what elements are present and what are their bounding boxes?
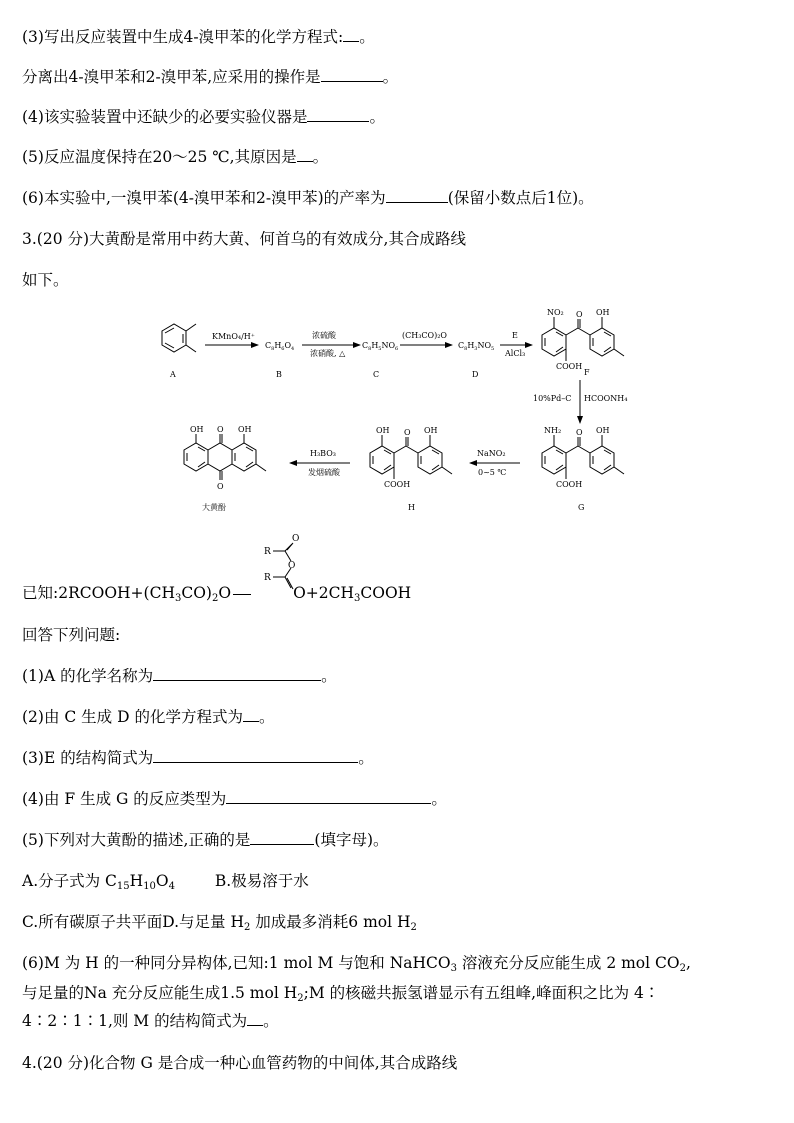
reagent-5-left: 10%Pd–C (533, 394, 572, 403)
group-oh-g: OH (596, 426, 610, 435)
label-product: 大黄酚 (202, 503, 226, 512)
p3-q6-line2: 与足量的Na 充分反应能生成1.5 mol $H_2;M$ 的核磁共振氢谱显示有五组峰,峰面积之比为 4∶ (22, 984, 660, 1004)
reagent-7-top: H₃BO₃ (310, 449, 336, 458)
formula-d: $C_8H_3NO_5$ (458, 341, 495, 352)
q2-part6: (6)本实验中,一溴甲苯(4-溴甲苯和2-溴甲苯)的产率为 (保留小数点后1位)。 (22, 189, 594, 207)
reagent-5-right: HCOONH₄ (584, 394, 628, 403)
label-c: C (373, 370, 380, 379)
option-d: D.与足量 $H_2$ 加成最多消耗6 mol $H_2$ (162, 913, 417, 933)
problem3-intro: 3.(20 分)大黄酚是常用中药大黄、何首乌的有效成分,其合成路线 (22, 230, 466, 248)
compound-h-structure (370, 435, 452, 479)
q2-part4: (4)该实验装置中还缺少的必要实验仪器是 。 (22, 108, 385, 126)
reagent-4-bottom: AlCl₃ (505, 349, 526, 358)
answer-blank[interactable] (297, 147, 313, 162)
formula-b: $C_8H_6O_4$ (265, 341, 295, 352)
label-b: B (276, 370, 282, 379)
answer-blank[interactable] (386, 188, 448, 203)
answer-blank[interactable] (226, 789, 431, 804)
reagent-1: KMnO₄/H⁺ (212, 332, 255, 341)
p3-q2: (2)由 C 生成 D 的化学方程式为 。 (22, 708, 275, 726)
option-a: A.分子式为 $C_{15}H_{10}O_4$ (22, 872, 176, 892)
q2-part3b: 分离出4-溴甲苯和2-溴甲苯,应采用的操作是 。 (22, 68, 399, 86)
group-o-p1: O (217, 425, 224, 434)
reagent-6-bottom: 0~5 ℃ (478, 468, 507, 477)
p3-q5: (5)下列对大黄酚的描述,正确的是 (填字母)。 (22, 831, 389, 849)
compound-a-structure (162, 324, 196, 352)
problem3-intro-cont: 如下。 (22, 271, 69, 289)
reagent-7-bottom: 发烟硫酸 (308, 468, 340, 477)
known-reaction: 已知$:2RCOOH+(CH_3CO)_2O$ $O+2CH_3COOH$ (22, 584, 412, 604)
p3-q3: (3)E 的结构简式为 。 (22, 749, 374, 767)
answer-blank[interactable] (153, 666, 321, 681)
answer-prompt: 回答下列问题: (22, 626, 121, 644)
known-o1: O (292, 534, 300, 544)
answer-blank[interactable] (247, 1011, 263, 1026)
label-d: D (472, 370, 479, 379)
group-oh-p2: OH (238, 425, 252, 434)
compound-f-structure (542, 317, 624, 361)
group-nh2: NH₂ (544, 426, 562, 435)
problem4-intro: 4.(20 分)化合物 G 是合成一种心血管药物的中间体,其合成路线 (22, 1054, 458, 1072)
p3-q6-line1: (6)M 为 H 的一种同分异构体,已知:1 mol M 与饱和 NaHCO$_3$ 溶液充分反应能生成 2 mol $CO_2$, (22, 954, 691, 974)
answer-blank[interactable] (243, 707, 259, 722)
group-cooh-f: COOH (556, 362, 583, 371)
group-o-h: O (404, 428, 411, 437)
product-structure (184, 434, 266, 480)
group-o-p2: O (217, 482, 224, 491)
p3-q4: (4)由 F 生成 G 的反应类型为 。 (22, 790, 447, 808)
group-oh-p1: OH (190, 425, 204, 434)
p3-q5-options-ab (22, 871, 309, 891)
group-oh-h2: OH (424, 426, 438, 435)
group-cooh-h: COOH (384, 480, 411, 489)
synthesis-scheme (150, 305, 670, 520)
group-o-f: O (576, 310, 583, 319)
answer-blank[interactable] (153, 748, 358, 763)
label-a: A (170, 370, 176, 379)
option-b: B.极易溶于水 (214, 872, 309, 890)
q2-part5: (5)反应温度保持在20～25 ℃,其原因是 。 (22, 148, 329, 166)
known-r1: R (264, 547, 271, 557)
p3-q1: (1)A 的化学名称为 。 (22, 667, 337, 685)
reagent-4-top: E (512, 331, 518, 340)
reagent-6-top: NaNO₂ (477, 449, 506, 458)
label-g: G (578, 503, 585, 512)
answer-blank[interactable] (307, 107, 369, 122)
reaction-arrow (233, 594, 251, 595)
label-f: F (584, 368, 590, 377)
answer-blank[interactable] (343, 27, 359, 42)
group-oh-h1: OH (376, 426, 390, 435)
formula-c: $C_8H_5NO_6$ (362, 341, 399, 352)
reagent-3: (CH₃CO)₂O (402, 331, 447, 340)
group-cooh-g: COOH (556, 480, 583, 489)
answer-blank[interactable] (250, 830, 314, 845)
group-no2: NO₂ (547, 308, 564, 317)
known-r2: R (264, 573, 271, 583)
reagent-2-top: 浓硫酸 (312, 331, 336, 340)
q2-part3a: (3)写出反应装置中生成4-溴甲苯的化学方程式: 。 (22, 28, 375, 46)
answer-blank[interactable] (321, 67, 383, 82)
reagent-2-bottom: 浓硝酸, △ (310, 349, 346, 358)
compound-g-structure (542, 435, 624, 479)
p3-q6-line3: 4∶2∶1∶1,则 M 的结构简式为 。 (22, 1012, 279, 1030)
option-c: C.所有碳原子共平面 (22, 913, 163, 931)
group-o-g: O (576, 428, 583, 437)
p3-q5-options-cd (22, 912, 417, 932)
label-h: H (408, 503, 415, 512)
group-oh-f: OH (596, 308, 610, 317)
known-o2: O (288, 561, 296, 571)
